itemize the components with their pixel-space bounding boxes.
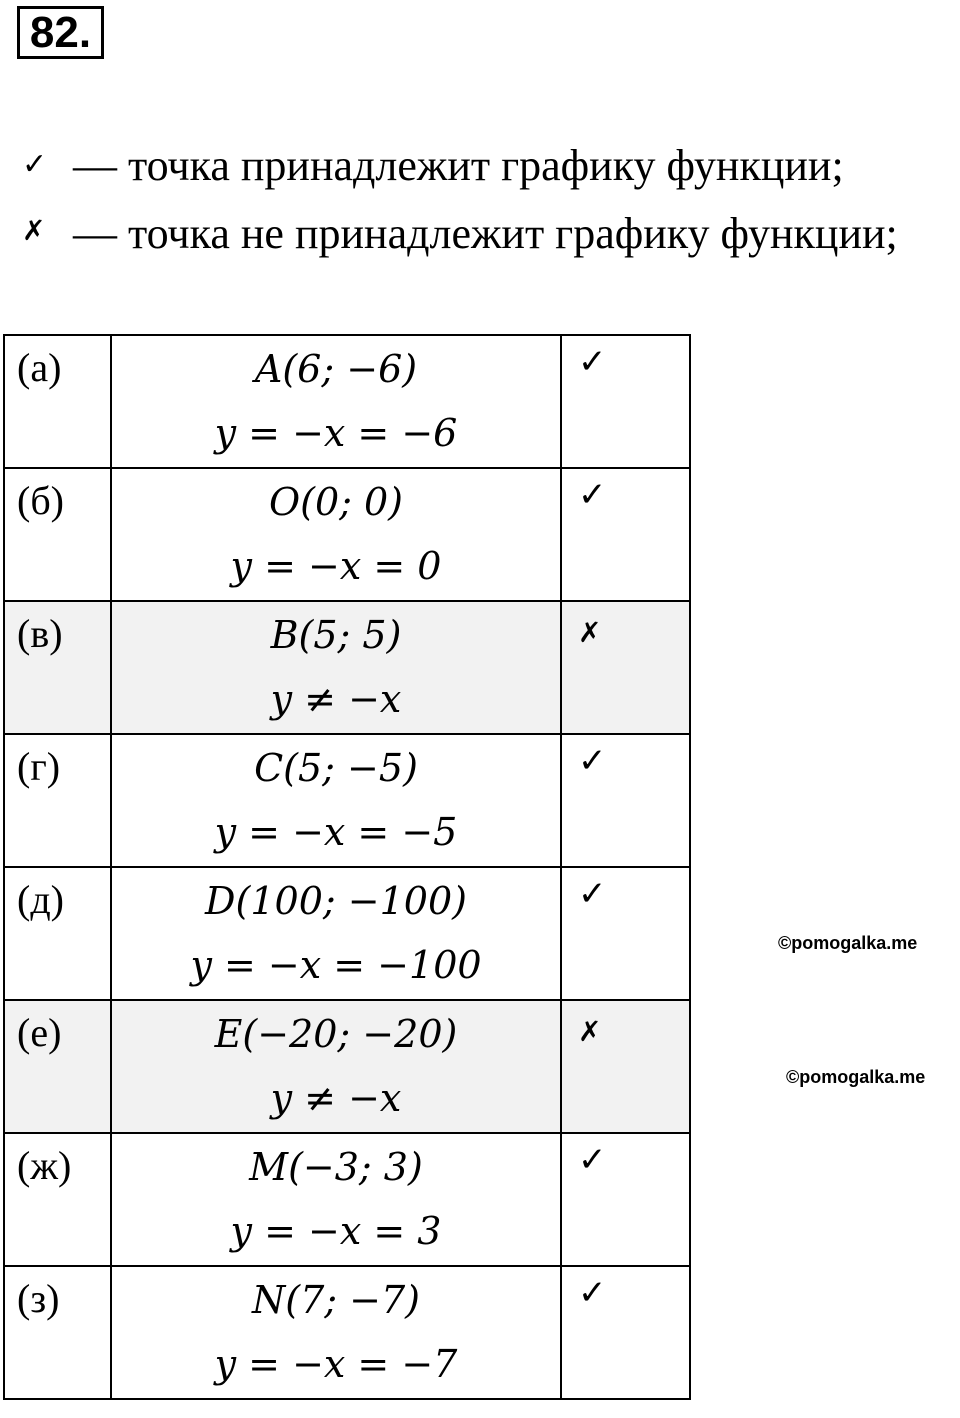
check-equation: y = −x = −5 (214, 810, 458, 854)
result-cell (561, 468, 690, 601)
check-icon: ✓ (578, 342, 607, 382)
cross-icon: ✗ (578, 1015, 602, 1048)
legend-belongs (22, 141, 844, 190)
check-icon: ✓ (578, 741, 607, 781)
result-cell (561, 1000, 690, 1133)
check-equation: y = −x = −7 (214, 1342, 458, 1386)
table-row (4, 1133, 690, 1266)
table-row (4, 1000, 690, 1133)
watermark: ©pomogalka.me (778, 933, 918, 953)
table-row (4, 601, 690, 734)
table-row (4, 867, 690, 1000)
math-cell (111, 468, 561, 601)
point-text: E(−20; −20) (214, 1012, 458, 1056)
check-icon: ✓ (578, 1273, 607, 1313)
math-cell (111, 601, 561, 734)
answers-table (3, 334, 691, 1400)
table-row (4, 335, 690, 468)
point-text: B(5; 5) (270, 613, 402, 657)
table-row (4, 734, 690, 867)
watermark: ©pomogalka.me (786, 1067, 926, 1087)
check-icon: ✓ (22, 147, 48, 182)
result-cell (561, 734, 690, 867)
point-text: A(6; −6) (254, 347, 418, 391)
math-cell (111, 1133, 561, 1266)
check-equation: y = −x = 0 (230, 544, 442, 588)
row-label: (в) (4, 601, 111, 734)
row-label: (б) (4, 468, 111, 601)
row-label: (д) (4, 867, 111, 1000)
check-icon: ✓ (578, 475, 607, 515)
result-cell (561, 335, 690, 468)
table-row (4, 468, 690, 601)
point-text: C(5; −5) (254, 746, 418, 790)
row-label: (г) (4, 734, 111, 867)
result-cell (561, 1133, 690, 1266)
check-equation: y = −x = −100 (190, 943, 482, 987)
cross-icon: ✗ (578, 616, 602, 649)
result-cell (561, 867, 690, 1000)
table-row (4, 1266, 690, 1399)
point-text: O(0; 0) (268, 480, 404, 524)
legend-belongs-text: — точка принадлежит графику функции; (73, 141, 844, 190)
row-label: (з) (4, 1266, 111, 1399)
row-label: (е) (4, 1000, 111, 1133)
math-cell (111, 1266, 561, 1399)
math-cell (111, 867, 561, 1000)
legend-not-belongs-text: — точка не принадлежит графику функции; (73, 209, 898, 258)
check-icon: ✓ (578, 1140, 607, 1180)
point-text: M(−3; 3) (249, 1145, 423, 1189)
check-equation: y = −x = 3 (230, 1209, 442, 1253)
exercise-number: 82. (17, 6, 104, 59)
math-cell (111, 734, 561, 867)
row-label: (ж) (4, 1133, 111, 1266)
math-cell (111, 1000, 561, 1133)
result-cell (561, 601, 690, 734)
check-icon: ✓ (578, 874, 607, 914)
check-equation: y = −x = −6 (214, 411, 458, 455)
math-cell (111, 335, 561, 468)
check-equation: y ≠ −x (270, 1076, 402, 1120)
result-cell (561, 1266, 690, 1399)
legend-not-belongs (22, 209, 898, 258)
row-label: (а) (4, 335, 111, 468)
point-text: D(100; −100) (205, 879, 467, 923)
cross-icon: ✗ (22, 214, 46, 247)
check-equation: y ≠ −x (270, 677, 402, 721)
point-text: N(7; −7) (252, 1278, 420, 1322)
